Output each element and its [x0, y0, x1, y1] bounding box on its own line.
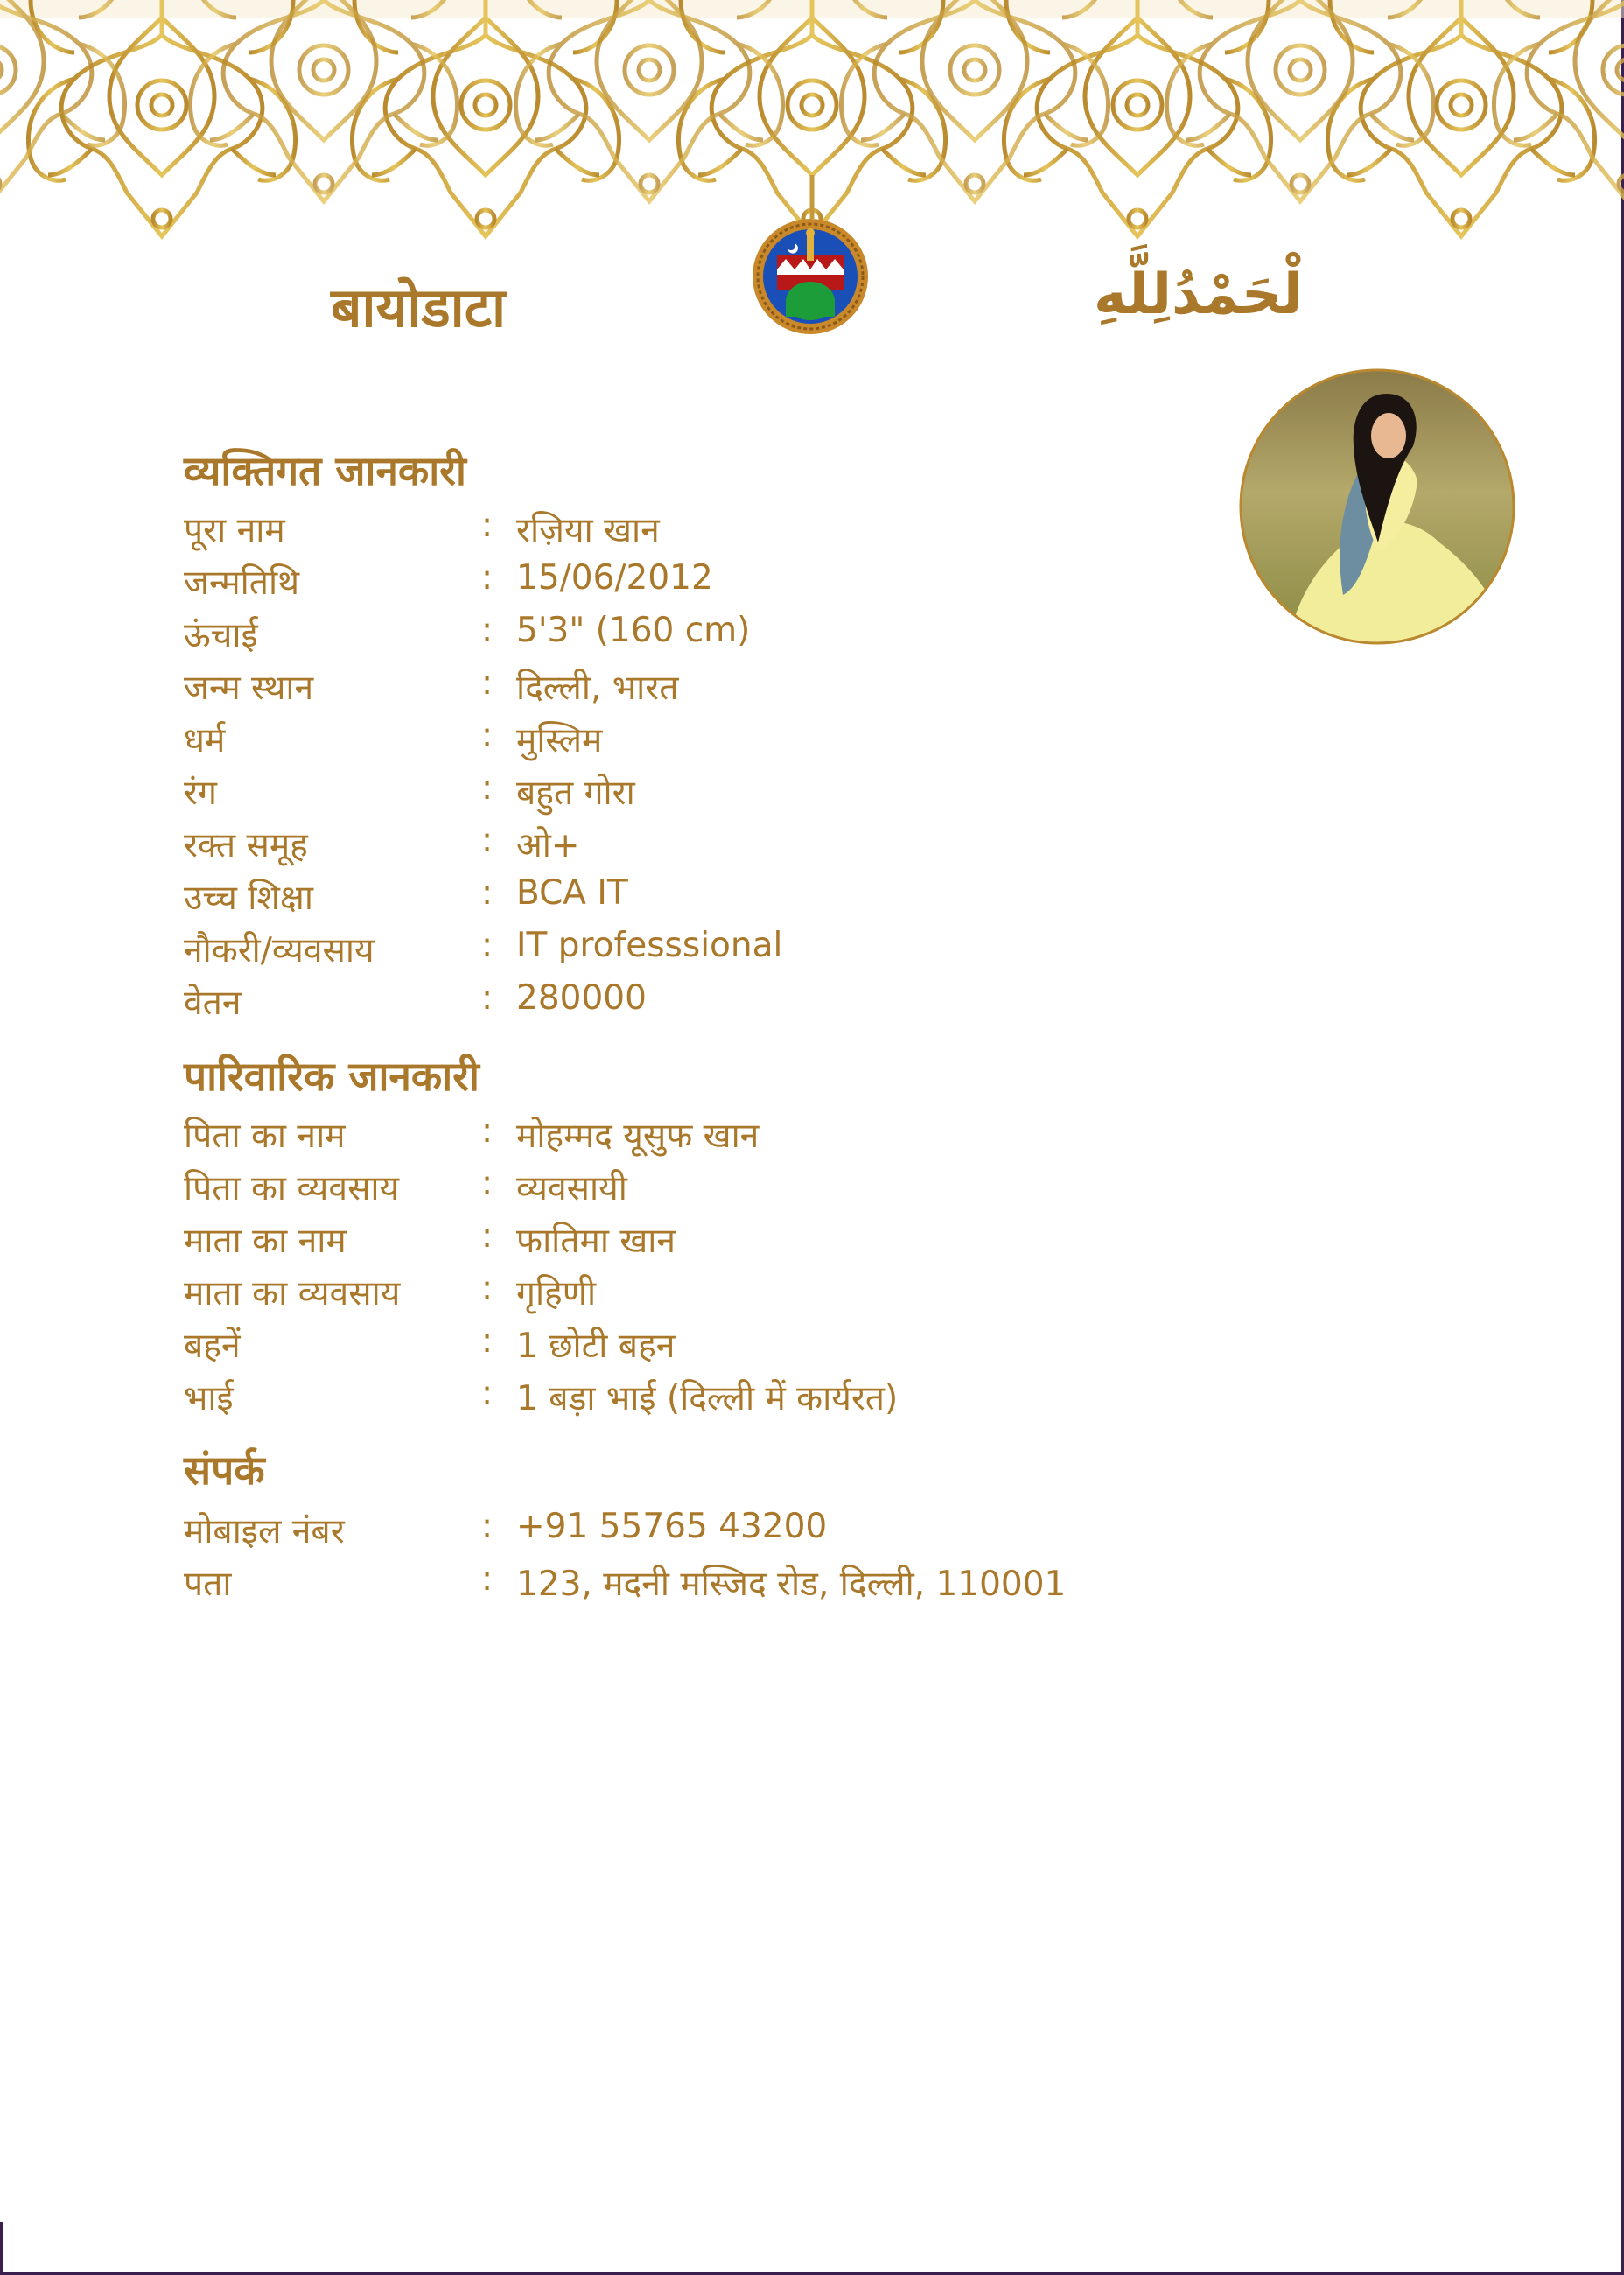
row-colon: : — [481, 1269, 494, 1308]
row-value: व्यवसायी — [516, 1169, 627, 1208]
row-value: दिल्ली, भारत — [516, 668, 679, 708]
row-label: धर्म — [184, 721, 226, 760]
info-row-birth-place — [184, 663, 1321, 712]
info-row-occupation — [184, 926, 1321, 975]
info-row-mother-name — [184, 1216, 1321, 1265]
row-value: +91 55765 43200 — [516, 1507, 828, 1546]
row-colon: : — [481, 1559, 494, 1599]
row-value: फातिमा खान — [516, 1222, 676, 1261]
row-value: 1 बड़ा भाई (दिल्ली में कार्यरत) — [516, 1379, 899, 1418]
row-colon: : — [481, 768, 494, 808]
row-colon: : — [481, 506, 494, 545]
info-row-mobile — [184, 1507, 1321, 1556]
row-label: जन्म स्थान — [184, 668, 314, 708]
row-label: मोबाइल नंबर — [184, 1512, 345, 1551]
info-row-complexion — [184, 768, 1321, 817]
info-row-salary — [184, 978, 1321, 1027]
row-value: बहुत गोरा — [516, 774, 635, 813]
row-value: मोहम्मद यूसुफ खान — [516, 1116, 760, 1156]
row-colon: : — [481, 663, 494, 703]
info-row-address — [184, 1559, 1321, 1608]
row-label: पिता का व्यवसाय — [184, 1169, 400, 1208]
row-label: रंग — [184, 774, 217, 813]
mosque-dome-emblem-icon — [751, 217, 870, 336]
row-colon: : — [481, 611, 494, 650]
row-label: नौकरी/व्यवसाय — [184, 931, 374, 970]
info-row-birth-date — [184, 558, 1321, 607]
row-colon: : — [481, 978, 494, 1018]
row-label: पिता का नाम — [184, 1116, 346, 1156]
section-heading-family: पारिवारिक जानकारी — [184, 1053, 480, 1100]
row-value: 5'3" (160 cm) — [516, 611, 751, 650]
row-colon: : — [481, 821, 494, 860]
row-colon: : — [481, 1111, 494, 1151]
row-value: ओ+ — [516, 826, 580, 865]
section-heading-contact: संपर्क — [184, 1446, 265, 1494]
row-colon: : — [481, 873, 494, 913]
row-value: 1 छोटी बहन — [516, 1326, 676, 1366]
row-value: 15/06/2012 — [516, 558, 713, 598]
row-label: पूरा नाम — [184, 511, 285, 550]
row-value: BCA IT — [516, 873, 628, 913]
arabic-blessing: لْحَمْدُلِلَّهِ — [1094, 262, 1303, 327]
page-title: बायोडाटा — [331, 276, 507, 340]
row-label: ऊंचाई — [184, 616, 258, 655]
row-colon: : — [481, 1374, 494, 1413]
row-colon: : — [481, 1164, 494, 1203]
row-colon: : — [481, 1216, 494, 1256]
info-row-sisters — [184, 1321, 1321, 1370]
row-label: रक्त समूह — [184, 826, 308, 865]
row-value: गृहिणी — [516, 1274, 597, 1313]
row-value: IT professsional — [516, 926, 783, 965]
row-colon: : — [481, 1321, 494, 1361]
row-label: उच्च शिक्षा — [184, 878, 313, 918]
row-value: मुस्लिम — [516, 721, 603, 760]
info-row-full-name — [184, 506, 1321, 555]
section-heading-personal: व्यक्तिगत जानकारी — [184, 447, 466, 494]
gold-filigree-ornament — [0, 0, 1624, 245]
row-value: रज़िया खान — [516, 511, 660, 550]
info-row-education — [184, 873, 1321, 922]
row-colon: : — [481, 558, 494, 598]
frame-left-tick — [0, 2222, 3, 2275]
row-label: भाई — [184, 1379, 234, 1418]
info-row-blood-group — [184, 821, 1321, 870]
info-row-mother-occupation — [184, 1269, 1321, 1318]
info-row-father-name — [184, 1111, 1321, 1160]
row-value: 123, मदनी मस्जिद रोड, दिल्ली, 110001 — [516, 1564, 1067, 1604]
row-colon: : — [481, 716, 494, 755]
row-label: जन्मतिथि — [184, 564, 300, 603]
info-row-religion — [184, 716, 1321, 765]
row-label: वेतन — [184, 984, 242, 1023]
info-row-father-occupation — [184, 1164, 1321, 1213]
row-colon: : — [481, 926, 494, 965]
info-row-height — [184, 611, 1321, 660]
row-colon: : — [481, 1507, 494, 1546]
info-row-brothers — [184, 1374, 1321, 1423]
row-label: माता का व्यवसाय — [184, 1274, 401, 1313]
row-label: माता का नाम — [184, 1222, 346, 1261]
row-label: बहनें — [184, 1326, 241, 1366]
row-label: पता — [184, 1564, 232, 1604]
row-value: 280000 — [516, 978, 647, 1018]
